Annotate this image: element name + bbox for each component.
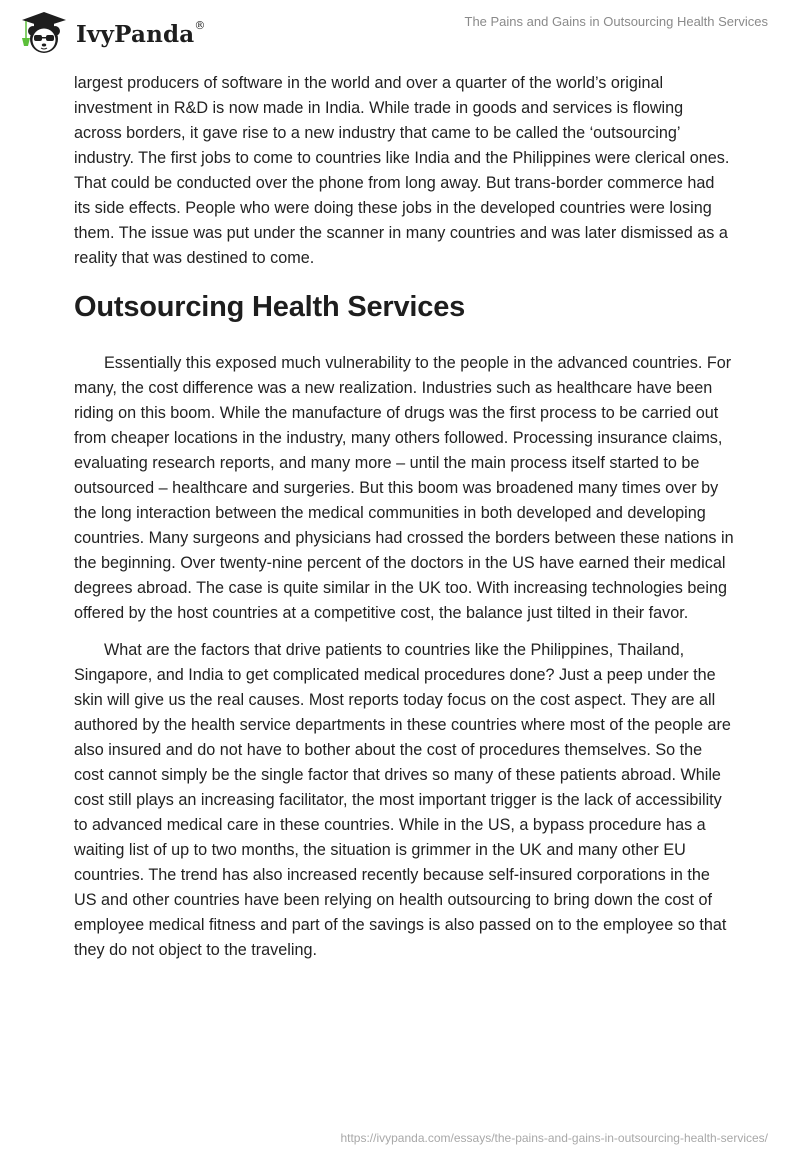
paragraph-spacer bbox=[74, 626, 734, 638]
intro-paragraph: largest producers of software in the world and over a quarter of the world’s original investment in R&D is now made in India. While trade in goods and services is flowing across borders, it gave rise to a new industry that came to be called the ‘outsourcing’ industry. The first jobs to come to countries like India and the Philippines were clerical ones. That could be conducted over the phone from long away. But trans-border commerce had its side effects. People who were doing these jobs in the developed countries were losing them. The issue was put under the scanner in many countries and was later dismissed as a reality that was destined to come. bbox=[74, 74, 730, 267]
body-paragraph: What are the factors that drive patients to countries like the Philippines, Thailand, Singapore, and India to get complicated medical procedures done? Just a peep under the skin will give us the real causes. Most reports today focus on the cost aspect. They are all authored by the health service departments in these countries where most of the people are also insured and do not have to bother about the cost of procedures themselves. So the cost cannot simply be the single factor that drives so many of these patients abroad. While cost still plays an increasing facilitator, the most important trigger is the lack of accessibility to advanced medical care in these countries. While in the US, a bypass procedure has a waiting list of up to two months, the situation is grimmer in the UK and many other EU countries. The trend has also increased recently because self-insured corporations in the US and other countries have been relying on health outsourcing to bring down the cost of employee medical fitness and part of the savings is also passed on to the employee so that they do not object to the traveling. bbox=[74, 641, 731, 959]
panda-graduate-icon bbox=[16, 8, 72, 61]
essay-content bbox=[74, 71, 734, 963]
registered-mark: ® bbox=[194, 19, 206, 32]
source-url-link[interactable]: https://ivypanda.com/essays/the-pains-and-gains-in-outsourcing-health-services/ bbox=[340, 1131, 768, 1145]
ivypanda-logo[interactable] bbox=[16, 8, 206, 61]
section-heading: Outsourcing Health Services bbox=[74, 291, 466, 323]
page-header bbox=[0, 0, 800, 60]
body-paragraph: Essentially this exposed much vulnerability to the people in the advanced countries. For many, the cost difference was a new realization. Industries such as healthcare have been riding on this boom. While the manufacture of drugs was the first process to be carried out from cheaper locations in the industry, many others followed. Processing insurance claims, evaluating research reports, and many more – until the main process itself started to be outsourced – healthcare and surgeries. But this boom was broadened many times over by the long interaction between the medical communities in both developed and developing countries. Many surgeons and physicians had crossed the borders between these nations in the beginning. Over twenty-nine percent of the doctors in the US have earned their medical degrees abroad. The case is quite similar in the UK too. With increasing technologies being offered by the host countries at a competitive cost, the balance just tilted in their favor. bbox=[74, 354, 734, 622]
logo-wordmark bbox=[76, 21, 206, 48]
logo-text: IvyPanda bbox=[76, 21, 195, 48]
document-title: The Pains and Gains in Outsourcing Health Services bbox=[464, 14, 768, 29]
